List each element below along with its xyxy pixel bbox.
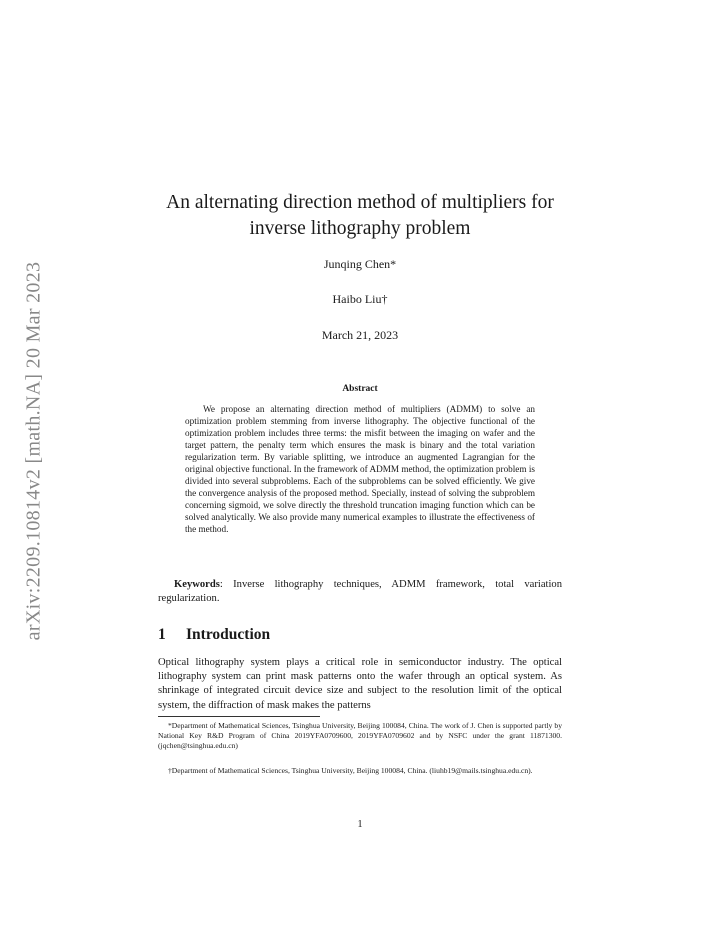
paper-date: March 21, 2023	[321, 328, 399, 342]
intro-paragraph: Optical lithography system plays a critical role in semiconductor industry. The optical lithography system can print mask patterns onto the wafer through an optical system. As shrinkage of integrated circuit device size and subject to the resolution limit of the optical system, the diffraction of mask makes the patterns	[158, 657, 562, 711]
keywords	[158, 578, 562, 606]
section-heading	[158, 626, 270, 644]
paper-title: An alternating direction method of multipliers for inverse lithography problem	[166, 192, 554, 239]
section-title: Introduction	[186, 626, 271, 643]
keywords-text: : Inverse lithography techniques, ADMM framework, total variation regularization.	[158, 579, 562, 604]
author-1: Junqing Chen*	[323, 257, 397, 271]
arxiv-sidebar-stamp	[16, 228, 52, 673]
abstract-heading: Abstract	[342, 384, 378, 394]
arxiv-id-text: arXiv:2209.10814v2 [math.NA] 20 Mar 2023	[22, 261, 45, 640]
footnote-rule	[158, 716, 320, 717]
footnote-2: †Department of Mathematical Sciences, Tsinghua University, Beijing 100084, China. (liuhb19@mails.tsinghua.edu.cn).	[168, 766, 533, 775]
author-2: Haibo Liu†	[332, 292, 388, 306]
abstract-body: We propose an alternating direction method of multipliers (ADMM) to solve an optimization problem stemming from inverse lithography. The objective functional of the optimization problem includes three terms: the misfit between the imaging on wafer and the target pattern, the penalty term which ensures the mask is binary and the total variation regularization term. By variable splitting, we introduce an augmented Lagrangian for the original objective functional. In the framework of ADMM method, the optimization problem is divided into several subproblems. Each of the subproblems can be solved efficiently. We give the convergence analysis of the proposed method. Specially, instead of solving the subproblem concerning sigmoid, we solve directly the threshold truncation imaging function which can be solved analytically. We also provide many numerical examples to illustrate the effectiveness of the method.	[185, 404, 535, 534]
section-number: 1	[158, 626, 166, 643]
keywords-label: Keywords	[174, 579, 220, 590]
page-number: 1	[357, 819, 363, 830]
footnote-1: *Department of Mathematical Sciences, Tsinghua University, Beijing 100084, China. The work of J. Chen is supported partly by National Key R&D Program of China 2019YFA0709600, 2019YFA0709602 and by NSFC under the grant 11871300. (jqchen@tsinghua.edu.cn)	[158, 721, 562, 750]
